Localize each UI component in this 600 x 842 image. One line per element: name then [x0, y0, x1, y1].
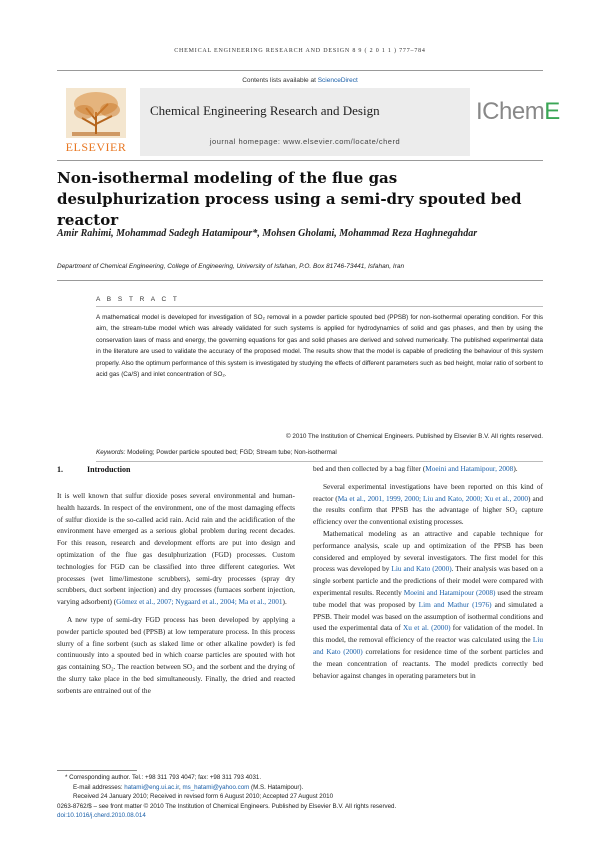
email-separator: ,	[179, 783, 183, 791]
paragraph	[313, 463, 543, 475]
journal-homepage[interactable]: journal homepage: www.elsevier.com/locate/cherd	[209, 137, 401, 146]
paragraph-text: used the stream tube model that was proposed by	[313, 587, 543, 609]
icheme-logo	[476, 98, 560, 126]
keywords-list: Modeling; Powder particle spouted bed; FGD; Stream tube; Non-isothermal	[125, 449, 337, 456]
contents-prefix: Contents lists available at	[242, 77, 318, 84]
citation-link[interactable]: Gòmez et al., 2007; Nygaard et al., 2004; Ma et al., 2001	[116, 597, 283, 607]
issn-line: 0263-8762/$ – see front matter © 2010 The Institution of Chemical Engineers. Published by Elsevier B.V. All rights reserved.	[57, 802, 397, 810]
footnote-divider	[57, 770, 137, 771]
email-label: E-mail addresses:	[73, 783, 125, 791]
section-number: 1.	[57, 465, 63, 474]
section-title: Introduction	[87, 465, 131, 474]
paragraph-text: for validation of the model. In this model, the removal efficiency of the reactor was calculated using the	[313, 623, 543, 645]
section-heading-introduction	[57, 465, 130, 474]
keywords	[96, 449, 543, 456]
body-left-column	[57, 490, 295, 697]
citation-link[interactable]: Xu et al. (2000)	[402, 623, 451, 633]
citation-link[interactable]: Liu and Kato (2000)	[313, 635, 543, 656]
paragraph-text: and simulated a PPSB. Their model was based on the assumption of isothermal conditions and used the experimental data of	[313, 599, 543, 633]
icheme-logo-main: IChem	[476, 98, 545, 125]
paragraph-text: Mathematical modeling as an attractive and capable technique for performance analysis, scale up and optimization of the PPSB has been considered and employed by several investigators. The first model for this process was developed by	[313, 528, 543, 574]
paragraph-text: ).	[513, 464, 518, 473]
paragraph-text: . Their analysis was based on a single sorbent particle and the predictions of their model were compared with experimental results. Recently	[313, 564, 544, 597]
citation-link[interactable]: Liu and Kato (2000)	[391, 564, 452, 574]
received-dates: Received 24 January 2010; Received in revised form 6 August 2010; Accepted 27 August 2010	[73, 793, 334, 800]
doi-link[interactable]: doi:10.1016/j.cherd.2010.08.014	[57, 812, 146, 819]
keywords-label: Keywords:	[96, 449, 126, 456]
running-header: CHEMICAL ENGINEERING RESEARCH AND DESIGN 8 9 ( 2 0 1 1 ) 777–784	[174, 48, 426, 54]
paragraph-text: It is well known that sulfur dioxide poses several environmental and human-health hazards. In respect of the environment, one of the most damaging effects of sulfur dioxide is the so-called acid rain. Acid rain and the acidification of the environment have emerged as a serious global problem during recent decades. For this reason, research and development efforts are put into design and optimization of the flue gas desulphurization (FGD) processes. Custom technologies for FGD can be classified into three different categories. Wet processes (wet lime/limestone scrubbers), semi-dry processes (spray dry scrubbers, duct sorbent injection) and dry processes (furnaces sorbent injection, varying adsorbent) (	[57, 491, 295, 607]
icheme-logo-e: E	[544, 98, 560, 125]
paragraph-text: correlations for residence time of the sorbent particles and the mean concentration of reactants. The model predicts correctly bed behavior against changes in operating parameters but in	[313, 646, 543, 680]
article-authors: Amir Rahimi, Mohammad Sadegh Hatamipour*, Mohsen Gholami, Mohammad Reza Haghnegahdar	[57, 228, 478, 239]
paragraph-text: bed and then collected by a bag filter (	[313, 464, 426, 473]
elsevier-wordmark: ELSEVIER	[65, 140, 127, 154]
citation-link[interactable]: Lim and Mathur (1976)	[418, 599, 492, 609]
paragraph	[313, 481, 543, 528]
paragraph-text: ) and the results confirm that PPSB has the advantage of higher SO₂ capture efficiency over the conventional existing processes.	[313, 493, 543, 527]
abstract-heading: A B S T R A C T	[96, 296, 180, 303]
email-owner: (M.S. Hatamipour).	[249, 783, 304, 791]
abstract-heading-rule	[96, 306, 543, 307]
paragraph-text: ).	[282, 597, 287, 607]
header-divider	[57, 70, 543, 71]
citation-link[interactable]: Ma et al., 2001, 1999, 2000; Liu and Kato, 2000; Xu et al., 2000	[337, 493, 529, 503]
journal-title: Chemical Engineering Research and Design	[150, 103, 380, 118]
corresponding-author-note: * Corresponding author. Tel.: +98 311 793 4047; fax: +98 311 793 4031.	[65, 774, 262, 781]
paragraph-text: A new type of semi-dry FGD process has been developed by applying a powder particle spouted bed (PPSB) at low temperature process. In this process slurry of a fine sorbent (such as slaked lime or other alkaline powder) is fed continuously into a spouted bed in which coarse particles are spouted with hot gas containing SO₂. The reaction between SO₂ and the sorbent and the drying of the slurry take place in the bed simultaneously. Finally, the dried and reacted sorbents are entrained out of the	[57, 614, 295, 695]
masthead-divider	[57, 160, 543, 161]
contents-line	[0, 77, 600, 84]
email-link[interactable]: ms_hatami@yahoo.com	[182, 783, 250, 791]
abstract-text: A mathematical model is developed for investigation of SO₂ removal in a powder particle spouted bed (PPSB) for non-isothermal operating condition. For this aim, the stream-tube model which was already validated for such systems is applied for hydrodynamics of solid and gas phases, and then by using the conservation laws of mass and energy, the governing equations for gas and solid phases are derived and solved numerically. The published experimental data in the literature are used to validate the accuracy of the proposed model. The results show that the model is capable of predicting the behaviour of this system properly. Also the optimum performance of this system is investigated by studying the effects of different parameters such as bed height, molar ratio of sorbent to acid gas (Ca/S) and inlet concentration of SO₂.	[96, 314, 543, 379]
email-note	[57, 783, 543, 793]
paragraph	[57, 490, 295, 608]
paragraph-text: Several experimental investigations have been reported on this kind of reactor (	[313, 481, 543, 503]
citation-link[interactable]: Moeini and Hatamipour, 2008	[425, 464, 514, 473]
paragraph	[313, 528, 543, 681]
email-link[interactable]: hatami@eng.ui.ac.ir	[124, 783, 180, 791]
footnotes	[57, 773, 543, 821]
body-right-column	[313, 463, 543, 681]
article-title: Non-isothermal modeling of the flue gas desulphurization process using a semi-dry spouted bed reactor	[57, 169, 522, 229]
abstract-bottom-rule	[96, 461, 543, 462]
abstract-copyright: © 2010 The Institution of Chemical Engineers. Published by Elsevier B.V. All rights reserved.	[285, 433, 543, 440]
paragraph	[57, 614, 295, 697]
citation-link[interactable]: Moeini and Hatamipour (2008)	[403, 587, 496, 597]
author-affiliation: Department of Chemical Engineering, College of Engineering, University of Isfahan, P.O. Box 81746-73441, Isfahan, Iran	[57, 263, 405, 270]
sciencedirect-link[interactable]: ScienceDirect	[317, 77, 358, 84]
abstract-top-divider	[57, 280, 543, 281]
